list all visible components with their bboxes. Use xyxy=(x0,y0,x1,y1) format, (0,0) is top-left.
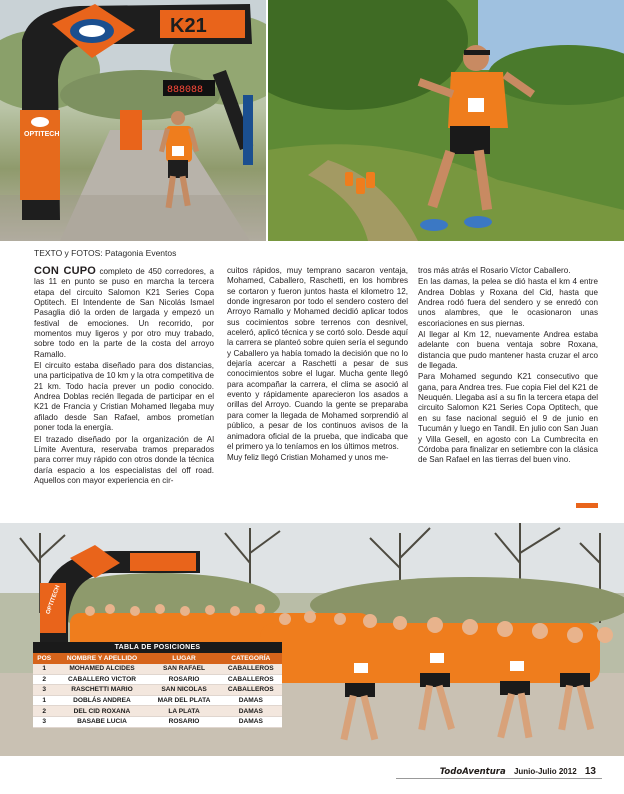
cell-name: MOHAMED ALCIDES xyxy=(55,664,148,674)
cell-category: DAMAS xyxy=(220,716,282,727)
cell-name: DOBLÁS ANDREA xyxy=(55,695,148,706)
article-paragraph: Para Mohamed segundo K21 consecutivo que gana, para Andrea tres. Fue copia Fiel del K21 de Neuquén. Llegaba así a su fin la tercera etapa del circuito Salomon K21 Series Copa Optitech, que en su fase nacional seguió el 9 de junio en Tucumán y luego en Tandil. En julio con San Juan y Villa Gesell, en agosto con La Cumbrecita en Córdoba para finalizar en setiembre con la clásica de San Rafael en las tierras del buen vino. xyxy=(418,372,598,465)
article-paragraph xyxy=(34,266,214,360)
magazine-name: TodoAventura xyxy=(439,767,506,777)
article-paragraph: El circuito estaba diseñado para dos distancias, una participativa de 10 km y la otra competitiva de 21 km. Todo hacía prever un podio conocido. Andrea Doblas recién llegada de participar en el K21 de Francia y Cristian Mohamed llegaba muy afilado desde San Rafael, ambos prometían poner toda la energía. xyxy=(34,361,214,433)
cell-pos: 1 xyxy=(33,695,55,706)
footer-rule xyxy=(396,778,602,779)
crowd-arch-brand: OPTITECH xyxy=(45,584,62,616)
header-pos: POS xyxy=(33,653,55,664)
table-row xyxy=(33,674,282,685)
article-paragraph: El trazado diseñado por la organización de Al Límite Aventura, reservaba tramos preparados para correr muy rápido con otros donde la técnica daría espacio a los especialistas del off road. Aquellos con mayor experiencia en cir- xyxy=(34,434,214,485)
cell-category: CABALLEROS xyxy=(220,685,282,696)
cell-place: SAN NICOLAS xyxy=(148,685,219,696)
cell-pos: 2 xyxy=(33,674,55,685)
header-name: NOMBRE Y APELLIDO xyxy=(55,653,148,664)
cell-category: CABALLEROS xyxy=(220,664,282,674)
table-row xyxy=(33,685,282,696)
article-paragraph: En las damas, la pelea se dió hasta el km 4 entre Andrea Doblas y Roxana del Cid, hasta que Andrea rodó fuera del sendero y se enredó con unos alambres, que le ocasionaron unas escoriaciones en sus piernas. xyxy=(418,277,598,328)
cell-name: CABALLERO VICTOR xyxy=(55,674,148,685)
cell-name: BASABE LUCIA xyxy=(55,716,148,727)
header-place: LUGAR xyxy=(148,653,219,664)
article-column-3 xyxy=(418,266,598,467)
article-column-2 xyxy=(227,266,408,465)
arch-brand-text: OPTITECH xyxy=(24,131,60,138)
trail-runner-illustration xyxy=(268,0,624,241)
race-clock: 888088 xyxy=(167,85,204,96)
article-lead: CON CUPO xyxy=(34,265,97,277)
table-header-row xyxy=(33,653,282,664)
table-row xyxy=(33,695,282,706)
table-row xyxy=(33,664,282,674)
cell-name: RASCHETTI MARIO xyxy=(55,685,148,696)
cell-category: DAMAS xyxy=(220,695,282,706)
article-text: completo de 450 corredores, a las 11 en punto se puso en marcha la tercera etapa del circuito Salomon K21 Series Copa Optitech. El Intendente de San Nicolás Ismael Pasaglia dió la orden de largada y empezó un festival de emociones. Un recorrido, por momentos muy ligeros y por otro muy trabado, sobre todo en la parte de la costa del arroyo Ramallo. xyxy=(34,267,214,359)
finish-arch-illustration xyxy=(0,0,266,241)
page-footer xyxy=(440,766,596,777)
cell-pos: 3 xyxy=(33,716,55,727)
article-end-mark xyxy=(576,503,598,508)
article-paragraph: Al llegar al Km 12, nuevamente Andrea estaba adelante con buena ventaja sobre Roxana, distancia que pudo mantener hasta cruzar el arco de llegada. xyxy=(418,330,598,371)
article-paragraph: tros más atrás el Rosario Víctor Caballero. xyxy=(418,266,571,275)
issue-date: Junio-Julio 2012 xyxy=(513,767,577,776)
page-number: 13 xyxy=(584,766,596,777)
article-paragraph: Muy feliz llegó Cristian Mohamed y unos me- xyxy=(227,453,389,463)
article-paragraph: cuitos rápidos, muy temprano sacaron ventaja, Mohamed, Caballero, Raschetti, en los hombres se cortaron y fueron juntos hasta el kilometro 12, donde ingresaron por todo el sendero costero del Arroyo Ramallo y Mohamed decidió aplicar todos sus cocimientos sobre terrenos con desnivel, aceleró, aplicó técnica y se cortó solo. Desde aquí la carrera se planteó sobre quien sería el segundo y Caballero ya había tomado la decisión que no lo dejaría acercar a Raschetti a pesar de sus conocimientos sobre el lugar. Mucha gente llegó para acompañar la carrera, el clima se asoció al evento y rápidamente aparecieron los asados a orillas del Arroyo. Cuando la gente se preparaba para comer la llegada de Mohamed sorprendió al público, a pesar de los continuos avisos de la animadora oficial de la prueba, que indicaba que el primero ya lo teníamos en los últimos metros. xyxy=(227,266,408,451)
photo-finish-arch xyxy=(0,0,266,241)
cell-pos: 2 xyxy=(33,706,55,717)
article-column-1 xyxy=(34,266,214,487)
cell-name: DEL CID ROXANA xyxy=(55,706,148,717)
photo-trail-runner xyxy=(268,0,624,241)
cell-place: MAR DEL PLATA xyxy=(148,695,219,706)
photo-credit: TEXTO y FOTOS: Patagonia Eventos xyxy=(34,248,177,258)
arch-k21-text: K21 xyxy=(170,15,207,37)
cell-place: LA PLATA xyxy=(148,706,219,717)
cell-place: ROSARIO xyxy=(148,716,219,727)
cell-pos: 1 xyxy=(33,664,55,674)
cell-category: DAMAS xyxy=(220,706,282,717)
results-table xyxy=(33,642,282,728)
table-row xyxy=(33,716,282,727)
cell-place: ROSARIO xyxy=(148,674,219,685)
cell-pos: 3 xyxy=(33,685,55,696)
results-table-title: TABLA DE POSICIONES xyxy=(33,642,282,653)
cell-place: SAN RAFAEL xyxy=(148,664,219,674)
table-row xyxy=(33,706,282,717)
cell-category: CABALLEROS xyxy=(220,674,282,685)
header-category: CATEGORÍA xyxy=(220,653,282,664)
